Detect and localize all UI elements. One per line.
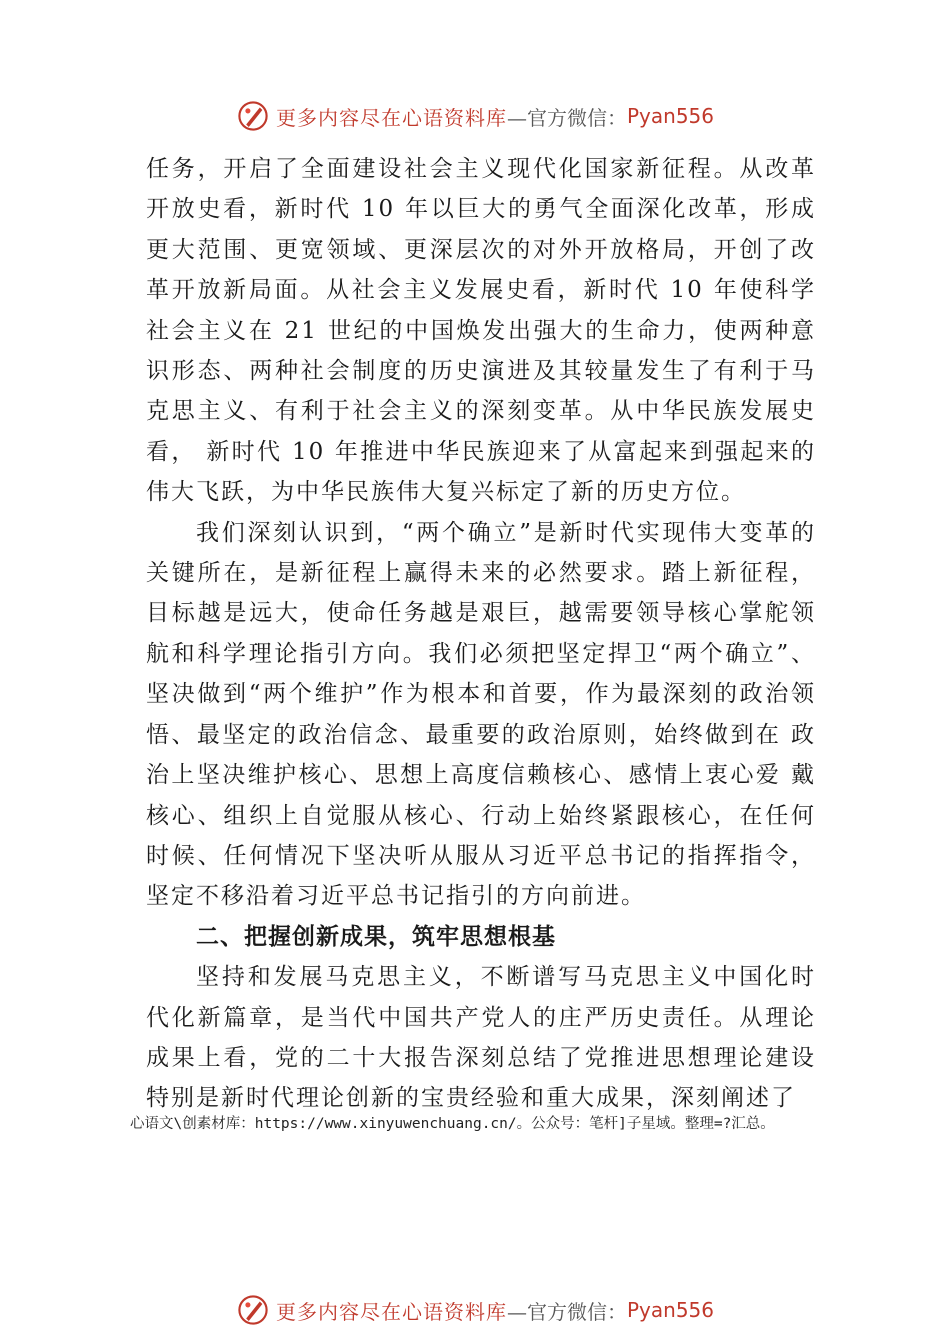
header-banner — [0, 96, 950, 136]
banner-wechat-id: Pyan556 — [626, 1298, 714, 1322]
paragraph-1: 任务，开启了全面建设社会主义现代化国家新征程。从改革开放史看，新时代 10 年以巨大的勇气全面深化改革，形成更大范围、更宽领域、更深层次的对外开放格局，开创了改革开放新局面。从社会主义发展史看，新时代 10 年使科学社会主义在 21 世纪的中国焕发出强大的生命力，使两种意识形态、两种社会制度的历史演进及其较量发生了有利于马克思主义、有利于社会主义的深刻变革。从中华民族发展史看， 新时代 10 年推进中华民族迎来了从富起来到强起来的伟大飞跃，为中华民族伟大复兴标定了新的历史方位。 — [146, 156, 816, 506]
banner-separator: —官方微信： — [506, 105, 627, 130]
footer-banner — [0, 1290, 950, 1330]
banner-main-text: 更多内容尽在心语资料库 — [275, 1299, 507, 1324]
document-body — [146, 149, 816, 1119]
pen-nib-logo-icon — [236, 99, 270, 133]
source-footnote: 心语文\创素材库：https://www.xinyuwenchuang.cn/。公众号：笔杆]子星域。整理=?汇总。 — [130, 1116, 775, 1132]
banner-separator: —官方微信： — [506, 1299, 627, 1324]
paragraph-3: 坚持和发展马克思主义，不断谱写马克思主义中国化时代化新篇章，是当代中国共产党人的庄严历史责任。从理论成果上看，党的二十大报告深刻总结了党推进思想理论建设特别是新时代理论创新的宝贵经验和重大成果，深刻阐述了 — [146, 964, 816, 1112]
section-heading: 二、把握创新成果，筑牢思想根基 — [196, 923, 556, 950]
banner-wechat-id: Pyan556 — [626, 104, 714, 128]
pen-nib-logo-icon — [236, 1293, 270, 1327]
banner-main-text: 更多内容尽在心语资料库 — [275, 105, 507, 130]
paragraph-2: 我们深刻认识到，“两个确立”是新时代实现伟大变革的 关键所在，是新征程上赢得未来的必然要求。踏上新征程， 目标越是远大，使命任务越是艰巨，越需要领导核心掌舵领 航和科学理论指引方向。我们必须把坚定捍卫“两个确立”、 坚决做到“两个维护”作为根本和首要，作为最深刻的政治领悟、最坚定的政治信念、最重要的政治原则，始终做到在 政治上坚决维护核心、思想上高度信赖核心、感情上衷心爱 戴核心、组织上自觉服从核心、行动上始终紧跟核心，在任何时候、任何情况下坚决听从服从习近平总书记的指挥指令， 坚定不移沿着习近平总书记指引的方向前进。 — [146, 519, 816, 910]
